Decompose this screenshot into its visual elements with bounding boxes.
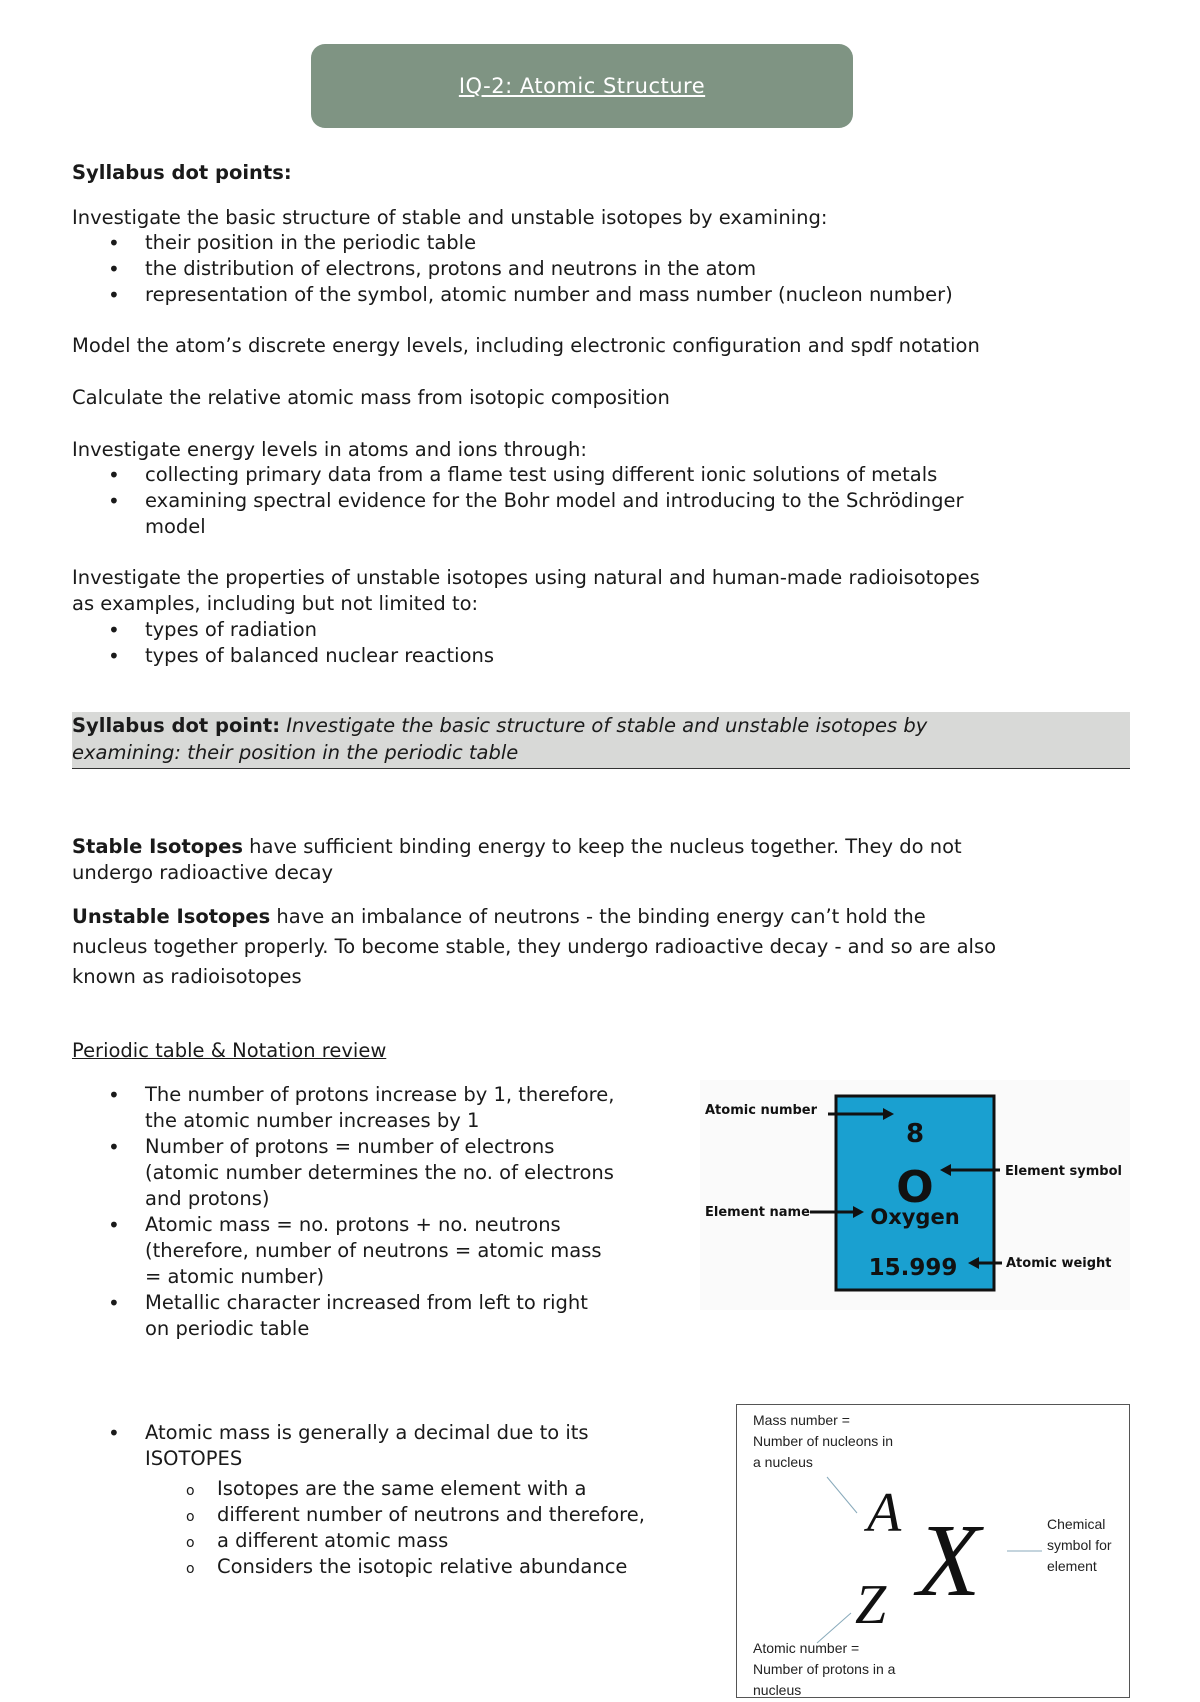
atomic-label-line2: Number of protons in a [753, 1661, 896, 1677]
unstable-isotopes-line2: nucleus together properly. To become stable, they undergo radioactive decay - and so are also [72, 935, 997, 958]
label-element-name: Element name [705, 1205, 810, 1220]
page-title: IQ-2: Atomic Structure [458, 74, 706, 98]
mass-label-line3: a nucleus [753, 1454, 813, 1470]
list-item: • collecting primary data from a flame test using different ionic solutions of metals [72, 462, 964, 488]
nuclide-notation-figure [736, 1404, 1130, 1698]
isotope-sub-list [72, 1476, 645, 1580]
stable-isotopes-line1: Stable Isotopes have sufficient binding energy to keep the nucleus together. They do not [72, 835, 962, 858]
list-item-continued: (atomic number determines the no. of electrons [145, 1161, 614, 1184]
label-atomic-weight: Atomic weight [1006, 1256, 1112, 1271]
atomic-number-value: 8 [905, 1119, 925, 1149]
list-item: • Atomic mass is generally a decimal due to its [72, 1420, 589, 1446]
chem-label-line1: Chemical [1047, 1516, 1106, 1532]
list-item-continued: the atomic number increases by 1 [145, 1109, 480, 1132]
model-text: Model the atom’s discrete energy levels, including electronic configuration and spdf notation [72, 334, 980, 357]
atomic-pointer-line [817, 1613, 851, 1643]
list-item-continued: ISOTOPES [145, 1447, 243, 1470]
stable-isotopes-term: Stable Isotopes [72, 835, 243, 858]
list-item: • the distribution of electrons, protons and neutrons in the atom [72, 256, 953, 282]
list-item: • types of balanced nuclear reactions [72, 643, 494, 669]
energy-intro-text: Investigate energy levels in atoms and ions through: [72, 438, 587, 461]
chem-label-line3: element [1047, 1558, 1097, 1574]
chemical-symbol-x: X [917, 1503, 981, 1618]
list-item: • their position in the periodic table [72, 230, 953, 256]
properties-text-line1: Investigate the properties of unstable isotopes using natural and human-made radioisotopes [72, 566, 980, 589]
list-item: • types of radiation [72, 617, 494, 643]
list-item: • Atomic mass = no. protons + no. neutrons [72, 1212, 614, 1238]
banner-label: Syllabus dot point: [72, 714, 281, 737]
atomic-number-symbol: Z [855, 1574, 887, 1636]
title-banner [311, 44, 853, 128]
sub-list-item: o Isotopes are the same element with a [72, 1476, 645, 1502]
element-card-figure [700, 1080, 1130, 1310]
review-heading: Periodic table & Notation review [72, 1039, 387, 1062]
list-item-continued: = atomic number) [145, 1265, 325, 1288]
atomic-weight-value: 15.999 [868, 1255, 958, 1281]
list-item-continued: (therefore, number of neutrons = atomic mass [145, 1239, 602, 1262]
syllabus-heading: Syllabus dot points: [72, 161, 292, 184]
element-card-diagram [700, 1080, 1130, 1310]
properties-text-line2: as examples, including but not limited to: [72, 592, 479, 615]
element-symbol-value: O [896, 1162, 934, 1213]
list-item-continued: model [145, 515, 206, 538]
energy-bullet-list [72, 462, 964, 540]
properties-bullet-list [72, 617, 494, 669]
element-name-value: Oxygen [870, 1205, 960, 1229]
sub-list-item-continued: o different number of neutrons and therefore, [72, 1502, 645, 1528]
unstable-isotopes-line3: known as radioisotopes [72, 965, 302, 988]
syllabus-dot-point-banner [72, 712, 1130, 769]
isotope-bullet-list [72, 1420, 589, 1472]
list-item: • The number of protons increase by 1, therefore, [72, 1082, 614, 1108]
chem-label-line2: symbol for [1047, 1537, 1112, 1553]
atomic-label-line1: Atomic number = [753, 1640, 860, 1656]
atomic-label-line3: nucleus [753, 1682, 802, 1697]
unstable-isotopes-term: Unstable Isotopes [72, 905, 271, 928]
mass-label-line1: Mass number = [753, 1412, 850, 1428]
list-item: • representation of the symbol, atomic number and mass number (nucleon number) [72, 282, 953, 308]
review-bullet-list [72, 1082, 614, 1342]
mass-label-line2: Number of nucleons in [753, 1433, 894, 1449]
sub-list-item: o Considers the isotopic relative abundance [72, 1554, 645, 1580]
intro-bullet-list [72, 230, 953, 308]
unstable-isotopes-line1: Unstable Isotopes have an imbalance of neutrons - the binding energy can’t hold the [72, 905, 926, 928]
list-item: • Metallic character increased from left to right [72, 1290, 614, 1316]
calc-text: Calculate the relative atomic mass from isotopic composition [72, 386, 670, 409]
label-atomic-number: Atomic number [705, 1103, 818, 1118]
list-item-continued: on periodic table [145, 1317, 310, 1340]
stable-isotopes-line2: undergo radioactive decay [72, 861, 334, 884]
banner-text-line2: examining: their position in the periodic table [72, 741, 519, 764]
label-element-symbol: Element symbol [1005, 1164, 1122, 1179]
mass-number-symbol: A [867, 1482, 902, 1544]
list-item: • Number of protons = number of electrons [72, 1134, 614, 1160]
nuclide-notation-diagram [737, 1405, 1129, 1697]
sub-list-item-continued: o a different atomic mass [72, 1528, 645, 1554]
banner-text-line1: Investigate the basic structure of stable and unstable isotopes by [286, 714, 928, 737]
mass-pointer-line [827, 1477, 857, 1513]
list-item-continued: and protons) [145, 1187, 270, 1210]
intro-text: Investigate the basic structure of stable and unstable isotopes by examining: [72, 206, 828, 229]
list-item: • examining spectral evidence for the Bohr model and introducing to the Schrödinger [72, 488, 964, 514]
